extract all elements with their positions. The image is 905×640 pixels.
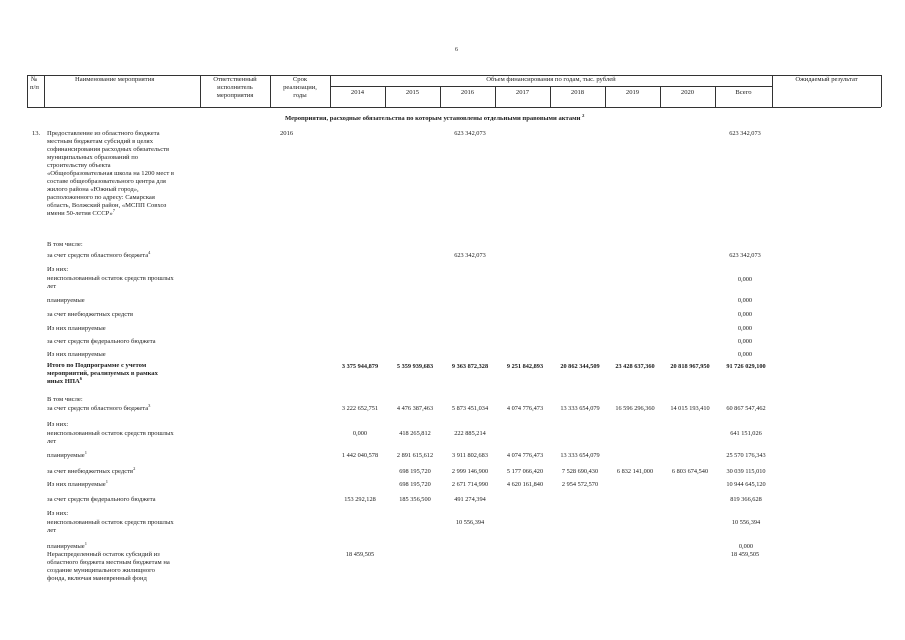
item-2016-value: 623 342,073 bbox=[454, 130, 486, 137]
total-row-label: планируемые$^1$ bbox=[47, 449, 87, 459]
total-row-label: В том числе: bbox=[47, 396, 83, 403]
total-row-label: за счет средств федерального бюджета bbox=[47, 496, 156, 503]
total-row-value: 418 265,812 bbox=[399, 430, 431, 437]
total-row-value: 30 039 115,010 bbox=[726, 468, 766, 475]
total-row-value: 5 177 066,420 bbox=[506, 468, 544, 475]
header-year-2016: 2016 bbox=[460, 89, 475, 96]
total-row-value: 13 333 654,079 bbox=[560, 405, 600, 412]
header-year-2014: 2014 bbox=[350, 89, 365, 96]
header-resp-1: Ответственный bbox=[213, 76, 257, 83]
page-number: 6 bbox=[455, 47, 458, 53]
total-row-label: Из них планируемые$^1$ bbox=[47, 478, 108, 488]
header-result: Ожидаемый результат bbox=[795, 76, 858, 83]
total-row-label: неиспользованный остаток средств прошлых bbox=[47, 519, 174, 526]
item-total-value: 623 342,073 bbox=[729, 130, 761, 137]
header-year-2019: 2019 bbox=[625, 89, 640, 96]
header-name: Наименование мероприятия bbox=[75, 76, 155, 83]
total-row-value: 4 074 776,473 bbox=[506, 405, 544, 412]
header-funding: Объем финансирования по годам, тыс. рублей bbox=[486, 76, 616, 83]
section-title: Мероприятия, расходные обязательства по которым установлены отдельными правовыми актами $^2$ bbox=[285, 112, 585, 122]
total-row-value: 6 832 141,000 bbox=[616, 468, 654, 475]
total-row-label: за счет средств областного бюджета$^3$ bbox=[47, 402, 151, 412]
total-row-value: 1 442 040,578 bbox=[341, 452, 379, 459]
header-year-2015: 2015 bbox=[405, 89, 420, 96]
total-row-label: планируемые$^1$ bbox=[47, 540, 87, 550]
total-row-value: 153 292,128 bbox=[344, 496, 376, 503]
item-term: 2016 bbox=[280, 130, 294, 137]
total-row-value: 2 999 146,900 bbox=[451, 468, 489, 475]
total-row-value: 3 222 652,751 bbox=[341, 405, 379, 412]
item-number: 13. bbox=[32, 130, 41, 137]
header-num-pp: п/п bbox=[30, 84, 39, 91]
total-row-value: 0,000 bbox=[738, 543, 754, 550]
header-resp-2: исполнитель bbox=[217, 84, 253, 91]
total-row-value: 4 620 161,840 bbox=[506, 481, 544, 488]
header-year-2017: 2017 bbox=[515, 89, 530, 96]
total-row-label: Из них: bbox=[47, 421, 69, 428]
total-row-value: 3 911 802,683 bbox=[452, 452, 488, 459]
total-row-label: неиспользованный остаток средств прошлых bbox=[47, 430, 174, 437]
header-term-2: реализации, bbox=[283, 84, 317, 91]
total-row-value: 14 015 193,410 bbox=[670, 405, 710, 412]
total-row-value: 641 151,026 bbox=[730, 430, 762, 437]
total-row-value: 4 476 387,463 bbox=[396, 405, 434, 412]
total-row-label: лет bbox=[47, 438, 57, 445]
total-row-value: 10 944 645,120 bbox=[726, 481, 766, 488]
total-row-value: 10 556,394 bbox=[455, 519, 485, 526]
total-row-value: 2 891 615,612 bbox=[396, 452, 434, 459]
total-row-label: за счет внебюджетных средств$^2$ bbox=[47, 465, 136, 475]
header-term-1: Срок bbox=[292, 76, 308, 83]
total-row-value: 4 074 776,473 bbox=[506, 452, 544, 459]
total-row-value: 13 333 654,079 bbox=[560, 452, 600, 459]
total-row-value: 60 867 547,462 bbox=[726, 405, 766, 412]
total-row-value: 819 366,628 bbox=[730, 496, 762, 503]
total-row-value: 5 873 451,034 bbox=[451, 405, 489, 412]
total-row-value: 6 803 674,540 bbox=[671, 468, 709, 475]
total-row-label: Из них: bbox=[47, 510, 69, 517]
total-row-value: 0,000 bbox=[352, 430, 368, 437]
header-term-3: годы bbox=[293, 92, 307, 99]
total-row-value: 491 274,394 bbox=[454, 496, 486, 503]
total-row-value: 698 195,720 bbox=[399, 481, 431, 488]
header-year-2018: 2018 bbox=[570, 89, 585, 96]
total-row-value: 2 671 714,990 bbox=[451, 481, 489, 488]
total-row-value: 16 596 296,360 bbox=[615, 405, 655, 412]
total-row-value: 2 954 572,570 bbox=[561, 481, 599, 488]
header-resp-3: мероприятия bbox=[216, 92, 254, 99]
total-row-value: 7 528 690,430 bbox=[561, 468, 599, 475]
total-row-value: 222 885,214 bbox=[454, 430, 486, 437]
total-row-value: 185 356,500 bbox=[399, 496, 431, 503]
total-row-value: 10 556,394 bbox=[731, 519, 761, 526]
header-year-total: Всего bbox=[735, 89, 752, 96]
total-row-label: лет bbox=[47, 527, 57, 534]
total-row-value: 25 570 176,343 bbox=[726, 452, 766, 459]
header-year-2020: 2020 bbox=[680, 89, 695, 96]
header-num: № bbox=[31, 76, 38, 83]
total-row-value: 698 195,720 bbox=[399, 468, 431, 475]
